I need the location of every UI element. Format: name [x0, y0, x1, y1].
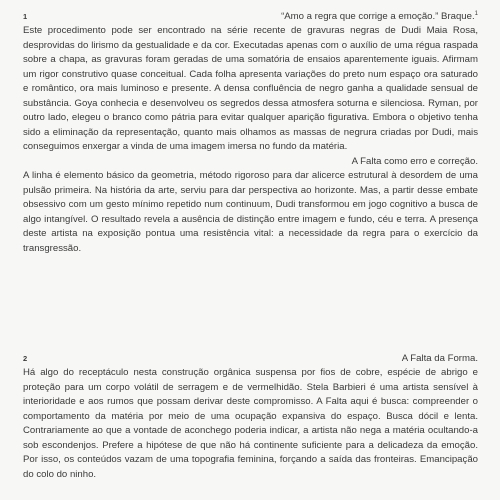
section-number: 2: [23, 354, 28, 363]
epigraph-text: “Amo a regra que corrige a emoção.” Braque.: [281, 11, 475, 22]
document-page: [23, 10, 478, 480]
section-1: [23, 10, 478, 256]
section-2-header: [23, 352, 478, 366]
section-1-subheading: A Falta como erro e correção.: [351, 155, 478, 167]
section-1-header: [23, 10, 478, 24]
section-2: [23, 352, 478, 482]
section-1-paragraph-1: Este procedimento pode ser encontrado na série recente de gravuras negras de Dudi Maia Rosa, desprovidas do lirismo da gestualidade e da cor. Executadas apenas com o auxílio de uma régua raspada sobre a chapa, as gravuras foram geradas de uma somatória de ensaios aparentemente iguais. Afirmam um rigor construtivo quase conceitual. Cada folha apresenta variações do preto num espaço ora saturado e romântico, ora mais luminoso e presente. A densa confluência de negro ganha a qualidade sensual de substância. Goya conhecia e desenvolveu os segredos dessa atmosfera soturna e silenciosa. Ryman, por outro lado, elegeu o branco como pátria para evitar qualquer aparição figurativa. Embora o objetivo tenha sido a eliminação da representação, quanto mais olhamos as massas de negrura criadas por Dudi, mais conseguimos enxergar a vinda de uma imagem imersa no fundo da matéria.: [23, 25, 478, 152]
section-1-paragraph-2: A linha é elemento básico da geometria, método rigoroso para dar alicerce estrutural à desordem de uma pulsão primeira. Na história da arte, serviu para dar perspectiva ao horizonte. Mas, a partir desse embate obsessivo com um gesto mínimo repetido num continuum, Dudi transformou em jogo cognitivo a busca de algo intangível. O resultado revela a ausência de distinção entre imagem e fundo, céu e terra. A presença deste artista na exposição pontua uma resistência vital: a necessidade da regra para o exercício da transgressão.: [23, 170, 478, 254]
section-number: 1: [23, 12, 28, 21]
epigraph: [281, 10, 478, 24]
section-2-heading: A Falta da Forma.: [401, 353, 478, 364]
section-2-paragraph-1: Há algo do receptáculo nesta construção orgânica suspensa por fios de cobre, espécie de abrigo e proteção para um corpo volátil de serragem e de vermelhidão. Stela Barbieri é uma artista sensível à interioridade e aos rumos que possam derivar deste compromisso. A Falta aqui é busca: compreender o comportamento da matéria por meio de uma ocupação expansiva do espaço. Busca dócil e lenta. Contrariamente ao que a vontade de aconchego poderia indicar, a artista não nega a matéria ocultando-a sob escondenjos. Prefere a hipótese de que não há continente suficiente para a delicadeza da emoção. Por isso, os conteúdos vazam de uma topografia feminina, forçando a saída das fronteiras. Emancipação do colo do ninho.: [23, 367, 478, 480]
footnote-mark: 1: [474, 10, 478, 17]
